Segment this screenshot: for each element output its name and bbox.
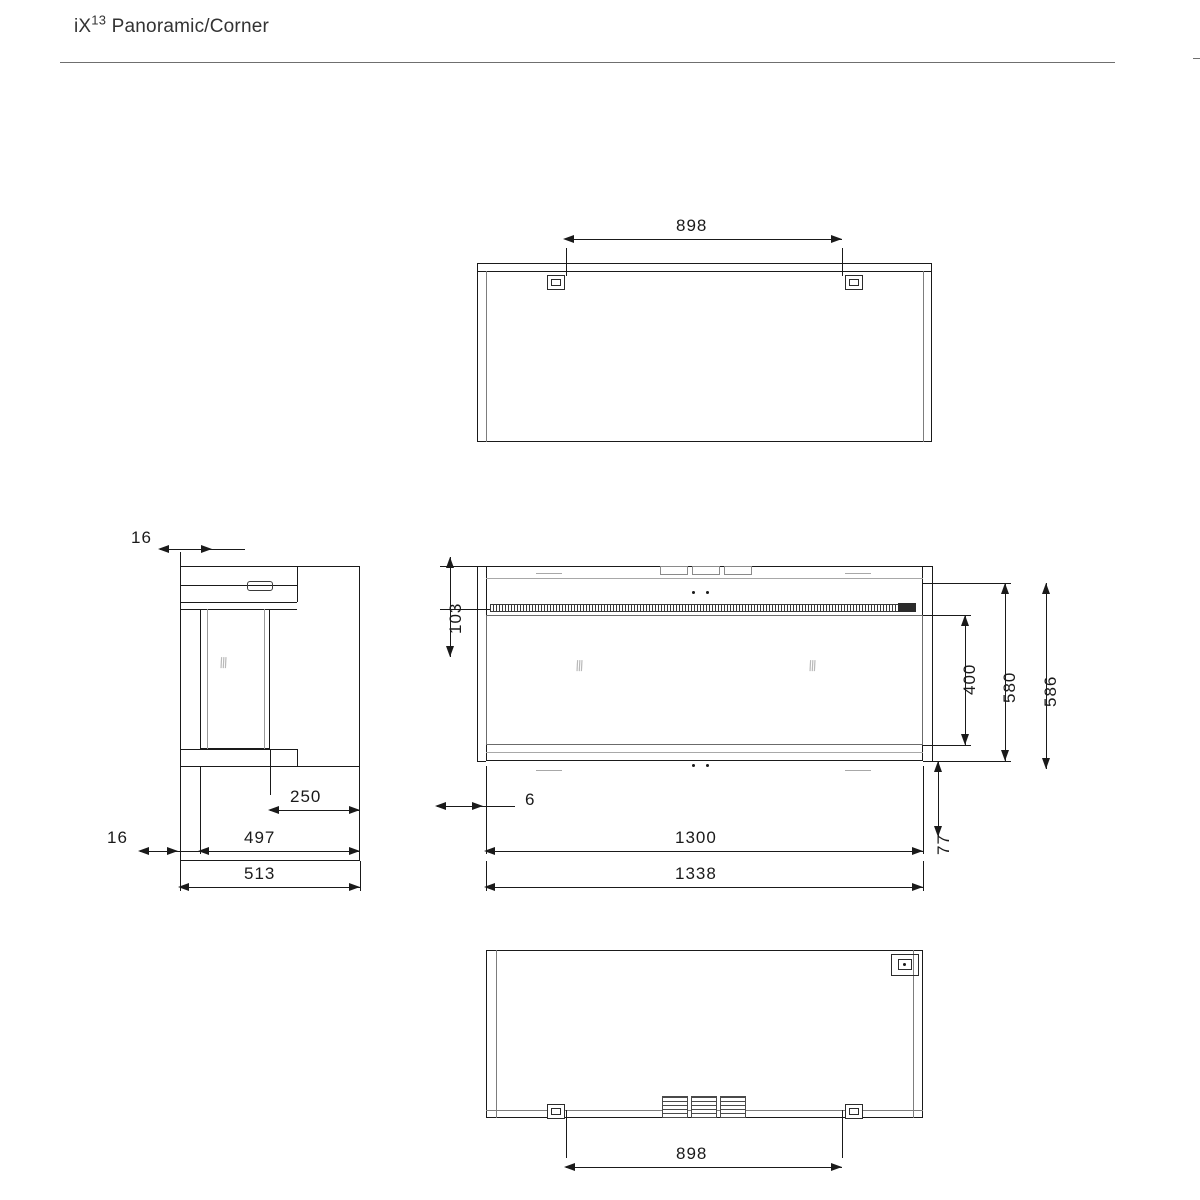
front-left-return-bottom [477,761,486,762]
dim-513-arrow-right [349,883,360,891]
top-right-return [923,271,924,442]
dim-497-arrow-right [349,847,360,855]
model-superscript: 13 [91,12,107,28]
side-glass-sheen: \\\ [216,655,229,672]
dim-580-arrow-down [1001,750,1009,761]
front-locator-dot-4 [706,764,709,767]
dim-side-16-top-arrow-right [201,545,212,553]
dim-front-586: 586 [1041,675,1060,707]
top-bracket-right [845,275,863,290]
dim-front-77: 77 [934,834,953,855]
side-top-plate-edge [297,566,298,602]
dim-580-arrow-up [1001,583,1009,594]
dim-front-1300: 1300 [675,828,717,847]
dim-16-bottom-arrow-left [138,847,149,855]
model-prefix: iX [74,16,92,37]
dim-1300-arrow-right [912,847,923,855]
front-left-return [477,566,478,761]
dim-side-16-bottom: 16 [107,828,128,847]
dim-586-arrow-down [1042,758,1050,769]
dim-250-arrow-right [349,806,360,814]
front-right-return-top [923,566,932,567]
top-left-return [486,271,487,442]
side-top-plate [180,585,297,586]
dim-top-898-arrow-left [563,235,574,243]
dim-side-513: 513 [244,864,276,883]
model-suffix: Panoramic/Corner [106,16,270,37]
dim-497-line [200,851,360,852]
dim-1338-ext-left [486,861,487,891]
bottom-grille-3 [720,1096,746,1118]
front-top-trim [486,578,923,579]
dim-bottom-898: 898 [676,1144,708,1163]
side-control-pad [247,581,273,591]
dim-1338-arrow-right [912,883,923,891]
front-bottom-trim [486,752,923,753]
front-right-return [932,566,933,761]
dim-16-bottom-arrow-right [167,847,178,855]
front-top-vent-2 [692,566,720,575]
dim-side-16-top-arrow-left [158,545,169,553]
dim-513-ext-left [180,861,181,891]
bottom-left-return [496,950,497,1118]
dim-400-ext-bottom [923,745,971,746]
dim-bottom-898-arrow-right [831,1163,842,1171]
bottom-bracket-left [547,1104,565,1119]
dim-front-1338: 1338 [675,864,717,883]
dim-103-ext-top [440,566,486,567]
bottom-grille-1 [662,1096,688,1118]
top-front-edge [477,271,932,272]
header-edge-tick [1193,58,1200,59]
bottom-junction-box-dot [903,963,906,966]
side-firebox-inner-left [207,609,208,749]
dim-top-898-arrow-right [831,235,842,243]
dim-497-ext-left [200,766,201,854]
dim-front-400: 400 [960,663,979,695]
dim-400-ext-top [923,615,971,616]
dim-front-103: 103 [446,602,465,634]
dim-1300-line [486,851,923,852]
front-locator-dot-3 [692,764,695,767]
dim-77-arrow-up [934,761,942,772]
front-bottom-mark-left [536,770,562,771]
side-firebox-outline [200,609,270,749]
dim-side-250: 250 [290,787,322,806]
dim-6-arrow-left [435,802,446,810]
dim-400-arrow-down [961,734,969,745]
top-body-outline [477,263,932,442]
front-glass-sheen-left: \\\ [572,658,585,675]
bottom-body-outline [486,950,923,1118]
front-top-mark-left [536,573,562,574]
top-bracket-left [547,275,565,290]
dim-bottom-898-arrow-left [564,1163,575,1171]
bottom-grille-2 [691,1096,717,1118]
side-firebox-top-left-link [180,609,200,610]
front-locator-dot-2 [706,591,709,594]
front-locator-dot-1 [692,591,695,594]
dim-bottom-898-ext-left [566,1110,567,1158]
dim-1300-ext-left [486,766,487,854]
bottom-bracket-right [845,1104,863,1119]
dim-513-line [180,887,360,888]
dim-250-line [270,810,360,811]
dim-1338-ext-right [923,861,924,891]
side-base-top [180,749,297,750]
dim-front-6: 6 [525,790,536,809]
dim-513-ext-right [360,861,361,891]
dim-bottom-898-line [566,1167,842,1168]
dim-front-580: 580 [1000,671,1019,703]
side-firebox-inner-right [264,609,265,749]
front-glass-panel [486,615,923,745]
front-top-mark-right [845,573,871,574]
side-top-plate-2 [180,602,297,603]
page-title [74,12,270,38]
dim-side-497: 497 [244,828,276,847]
front-burner-band [490,604,915,612]
dim-586-arrow-up [1042,583,1050,594]
dim-top-898-line [566,239,842,240]
dim-580-ext-top [923,583,1011,584]
dim-103-arrow-down [446,646,454,657]
dim-bottom-898-ext-right [842,1110,843,1158]
dim-top-898: 898 [676,216,708,235]
dim-250-ext-left [270,749,271,795]
header-divider [60,62,1115,63]
front-burner-end-cap [898,603,916,612]
front-bottom-mark-right [845,770,871,771]
side-base-edge [297,749,298,766]
dim-1300-ext-right [923,766,924,854]
front-top-vent-1 [660,566,688,575]
dim-250-arrow-left [268,806,279,814]
front-top-vent-3 [724,566,752,575]
side-firebox-top-right-link [270,609,297,610]
front-glass-sheen-right: \\\ [805,658,818,675]
dim-1338-line [486,887,923,888]
dim-side-16-top: 16 [131,528,152,547]
dim-400-arrow-up [961,615,969,626]
dim-6-arrow-right [472,802,483,810]
